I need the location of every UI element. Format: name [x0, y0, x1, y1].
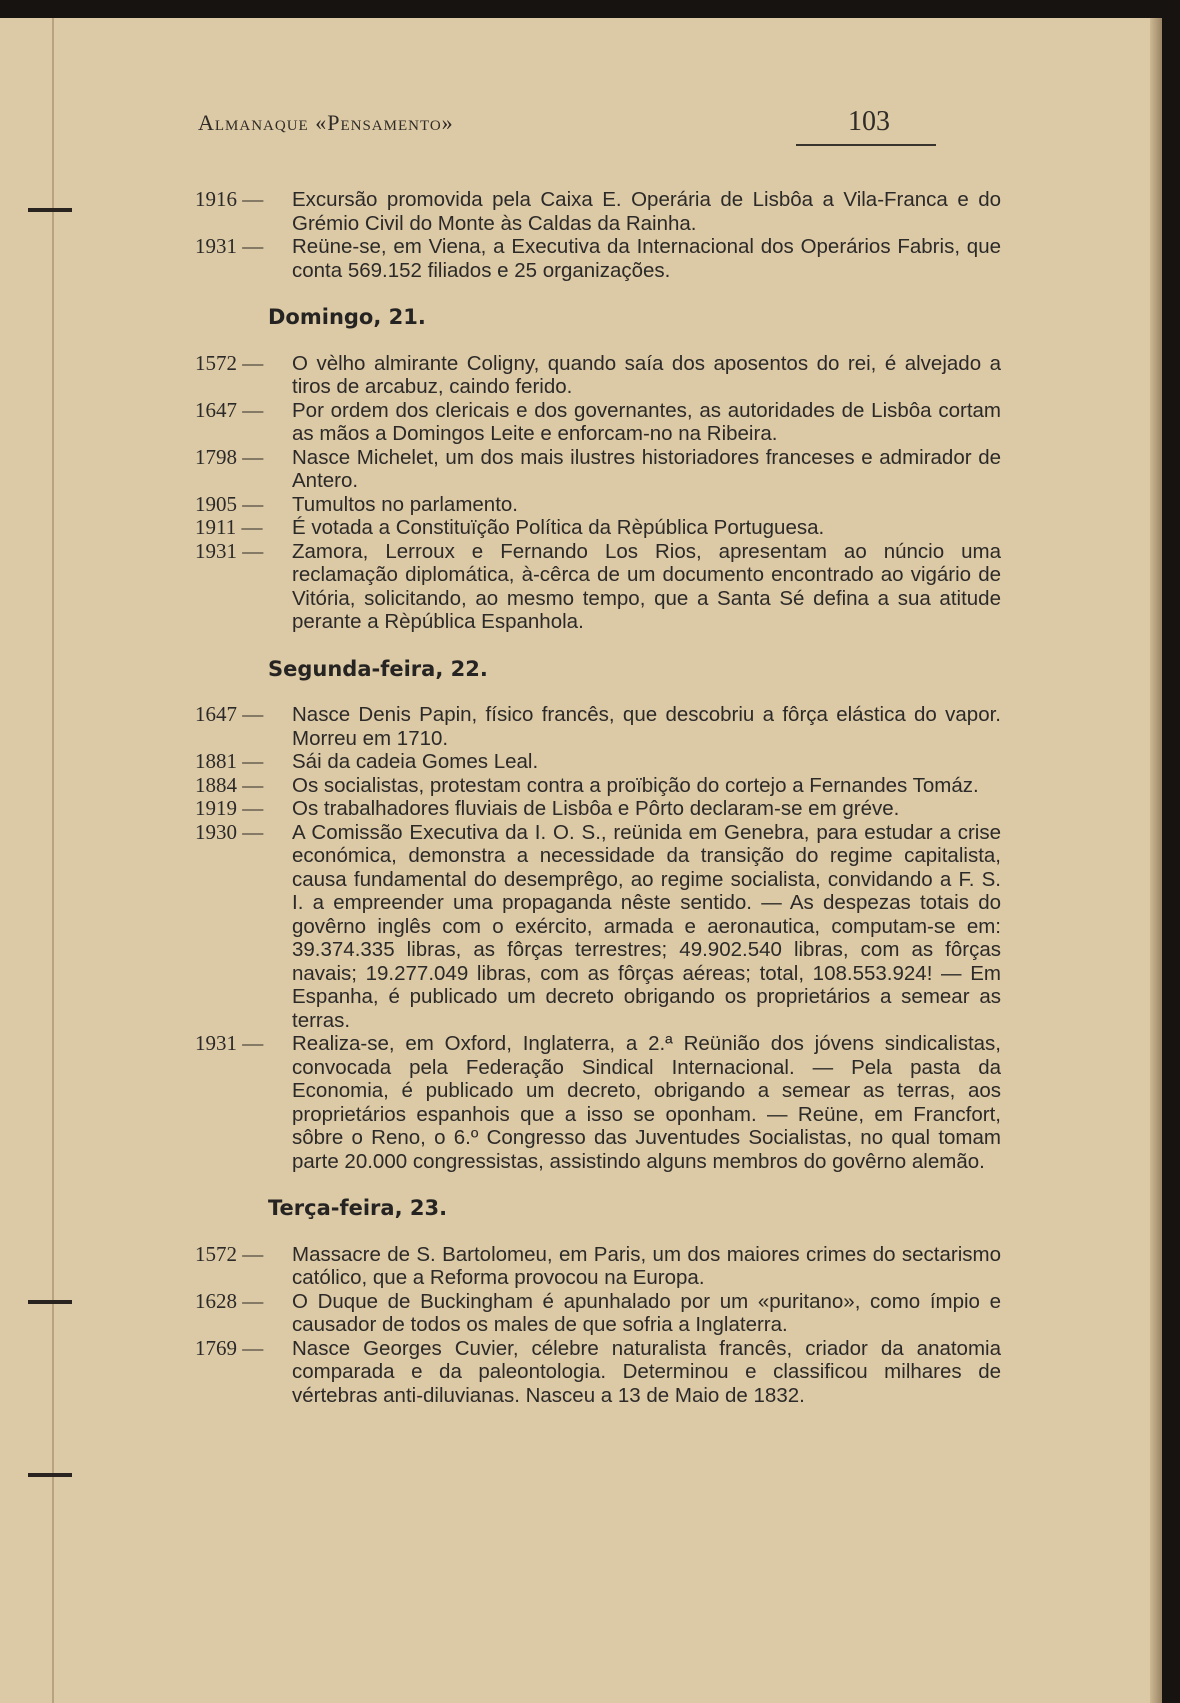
entry-year: 1647 —: [195, 702, 264, 726]
binding-edge: [52, 18, 54, 1703]
entry-year: 1931 —: [195, 234, 264, 258]
entry-year: 1930 —: [195, 819, 264, 844]
entry-year: 1798 —: [195, 444, 264, 469]
entry-text: Zamora, Lerroux e Fernando Los Rios, apresentam ao núncio uma reclamação diplomática, à-cêrca de um documento encontrado ao vigário de Vitória, solicitando, ao mesmo tempo, que a Santa Sé defina a sua atitude perante a Rèpública Espanhola.: [292, 539, 1001, 633]
entry-text: Os socialistas, protestam contra a proïbição do cortejo a Fernandes Tomáz.: [292, 773, 979, 797]
chronology-entry: [195, 1337, 1001, 1408]
almanac-page: [0, 18, 1162, 1703]
chronology-entry: [195, 446, 1001, 493]
running-head: Almanaque «Pensamento»: [198, 110, 454, 135]
binding-stitch: [28, 1300, 72, 1304]
entry-year: 1881 —: [195, 749, 264, 773]
chronology-content: [195, 188, 1001, 1407]
day-heading: Segunda-feira, 22.: [268, 656, 488, 681]
binding-stitch: [28, 1473, 72, 1477]
entry-text: Por ordem dos clericais e dos governantes, as autoridades de Lisbôa cortam as mãos a Domingos Leite e enforcam-no na Ribeira.: [292, 398, 1001, 445]
entry-text: É votada a Constituïção Política da Rèpública Portuguesa.: [292, 516, 825, 539]
chronology-entry: [195, 399, 1001, 446]
entry-year: 1647 —: [195, 397, 264, 422]
chronology-entry: [195, 750, 1001, 774]
entry-year: 1769 —: [195, 1335, 264, 1360]
entry-year: 1905 —: [195, 491, 264, 516]
entry-text: Realiza-se, em Oxford, Inglaterra, a 2.ª Reünião dos jóvens sindicalistas, convocada pela Federação Sindical Internacional. — Pela pasta da Economia, é publicado um decreto, obrigando a semear as terras, aos proprietários espanhois que a isso se oponham. — Reüne, em Francfort, sôbre o Reno, o 6.º Congresso das Juventudes Socialistas, no qual tomam parte 20.000 congressistas, assistindo alguns membros do govêrno alemão.: [292, 1032, 1001, 1173]
chronology-entry: [195, 1032, 1001, 1173]
entry-year: 1916 —: [195, 187, 264, 211]
chronology-entry: [195, 797, 1001, 821]
entry-text: Nasce Georges Cuvier, célebre naturalista francês, criador da anatomia comparada e da paleontologia. Determinou e classificou milhares de vértebras anti-diluvianas. Nasceu a 13 de Maio de 1832.: [292, 1336, 1001, 1407]
chronology-entry: [195, 516, 1001, 540]
chronology-entry: [195, 774, 1001, 798]
chronology-entry: [195, 235, 1001, 282]
entry-text: Tumultos no parlamento.: [292, 492, 518, 516]
entry-year: 1884 —: [195, 772, 264, 797]
binding-stitch: [28, 208, 72, 212]
entry-text: Nasce Denis Papin, físico francês, que descobriu a fôrça elástica do vapor. Morreu em 1710.: [292, 703, 1001, 750]
entry-text: Massacre de S. Bartolomeu, em Paris, um dos maiores crimes do sectarismo católico, que a Reforma provocou na Europa.: [292, 1242, 1001, 1289]
entry-text: A Comissão Executiva da I. O. S., reünida em Genebra, para estudar a crise económica, demonstra a necessidade da transição do regime capitalista, causa fundamental do desemprêgo, ao regime socialista, convidando a F. S. I. a empreender uma propaganda nêste sentido. — As despezas totais do govêrno inglês com o exército, armada e aeronautica, computam-se em: 39.374.335 libras, as fôrças terrestres; 49.902.540 libras, com as fôrças navais; 19.277.049 libras, com as fôrças aéreas; total, 108.553.924! — Em Espanha, é publicado um decreto obrigando os proprietários a semear as terras.: [292, 820, 1001, 1032]
day-heading: Terça-feira, 23.: [268, 1196, 448, 1220]
chronology-entry: [195, 188, 1001, 235]
entry-year: 1628 —: [195, 1288, 264, 1313]
page-header: [198, 106, 938, 150]
chronology-entry: [195, 540, 1001, 634]
header-rule: [796, 144, 936, 146]
entry-year: 1931 —: [195, 1031, 264, 1055]
entry-text: Sái da cadeia Gomes Leal.: [292, 750, 539, 773]
entry-text: Reüne-se, em Viena, a Executiva da Internacional dos Operários Fabris, que conta 569.152 filiados e 25 organizações.: [292, 235, 1001, 282]
entry-text: Nasce Michelet, um dos mais ilustres historiadores franceses e admirador de Antero.: [292, 445, 1001, 492]
chronology-entry: [195, 821, 1001, 1033]
page-edge: [1150, 18, 1162, 1703]
entry-text: O vèlho almirante Coligny, quando saía dos aposentos do rei, é alvejado a tiros de arcabuz, caindo ferido.: [292, 351, 1001, 398]
chronology-entry: [195, 352, 1001, 399]
day-heading: Domingo, 21.: [268, 305, 426, 329]
page-number: 103: [848, 106, 890, 137]
entry-year: 1572 —: [195, 1241, 264, 1266]
chronology-entry: [195, 1290, 1001, 1337]
chronology-entry: [195, 1243, 1001, 1290]
entry-year: 1572 —: [195, 350, 264, 375]
chronology-entry: [195, 703, 1001, 750]
chronology-entry: [195, 493, 1001, 517]
entry-text: Excursão promovida pela Caixa E. Operária de Lisbôa a Vila-Franca e do Grémio Civil do Monte às Caldas da Rainha.: [292, 188, 1001, 235]
entry-year: 1919 —: [195, 796, 264, 820]
entry-year: 1931 —: [195, 538, 264, 563]
entry-year: 1911 —: [195, 515, 263, 539]
entry-text: Os trabalhadores fluviais de Lisbôa e Pôrto declaram-se em gréve.: [292, 797, 900, 820]
entry-text: O Duque de Buckingham é apunhalado por um «puritano», como ímpio e causador de todos os males de que sofria a Inglaterra.: [292, 1289, 1001, 1336]
